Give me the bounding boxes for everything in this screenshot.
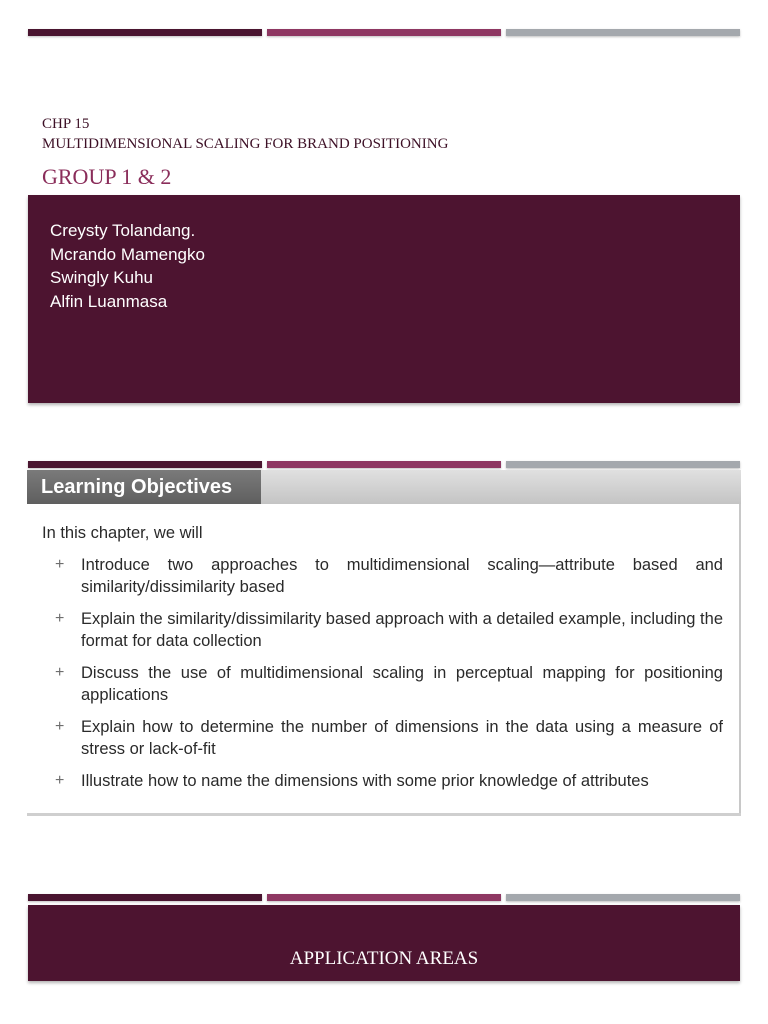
top-bar-accent xyxy=(267,461,501,468)
intro-text: In this chapter, we will xyxy=(42,524,203,542)
learning-objectives-image xyxy=(27,470,741,816)
top-bar-gray xyxy=(506,29,740,36)
frame-edge xyxy=(739,504,741,816)
member-name: Swingly Kuhu xyxy=(50,268,154,287)
objective-text: Explain how to determine the number of dimensions in the data using a measure of stress or lack-of-fit xyxy=(81,718,723,758)
objective-text: Explain the similarity/dissimilarity based approach with a detailed example, including the format for data collection xyxy=(81,610,723,650)
list-item xyxy=(55,608,723,652)
chapter-title: MULTIDIMENSIONAL SCALING FOR BRAND POSITIONING xyxy=(42,136,449,152)
title-panel xyxy=(28,905,740,981)
slide-title: APPLICATION AREAS xyxy=(289,948,479,969)
group-title: GROUP 1 & 2 xyxy=(42,164,172,189)
plus-icon: + xyxy=(55,556,65,573)
members-panel xyxy=(28,195,740,403)
list-item xyxy=(55,662,723,706)
top-bar-gray xyxy=(506,894,740,901)
objectives-list xyxy=(55,554,723,802)
top-bar-dark xyxy=(28,29,262,36)
objective-text: Discuss the use of multidimensional scaling in perceptual mapping for positioning applications xyxy=(81,664,723,704)
objective-text: Introduce two approaches to multidimensional scaling—attribute based and similarity/dissimilarity based xyxy=(81,556,723,596)
top-bar-accent xyxy=(267,29,501,36)
top-bar-gray xyxy=(506,461,740,468)
plus-icon: + xyxy=(55,610,65,627)
plus-icon: + xyxy=(55,718,65,735)
member-name: Mcrando Mamengko xyxy=(50,244,205,264)
frame-edge xyxy=(27,813,741,816)
list-item xyxy=(55,770,723,792)
list-item xyxy=(55,554,723,598)
list-item xyxy=(55,716,723,760)
member-name: Alfin Luanmasa xyxy=(50,291,168,311)
top-bar-accent xyxy=(267,894,501,901)
top-bar-dark xyxy=(28,461,262,468)
plus-icon: + xyxy=(55,664,65,681)
plus-icon: + xyxy=(55,772,65,789)
top-bar-dark xyxy=(28,894,262,901)
members-list xyxy=(50,219,205,313)
section-heading: Learning Objectives xyxy=(27,470,261,504)
chapter-label: CHP 15 xyxy=(42,116,90,132)
objective-text: Illustrate how to name the dimensions with some prior knowledge of attributes xyxy=(81,772,649,790)
member-name: Creysty Tolandang. xyxy=(50,221,196,240)
